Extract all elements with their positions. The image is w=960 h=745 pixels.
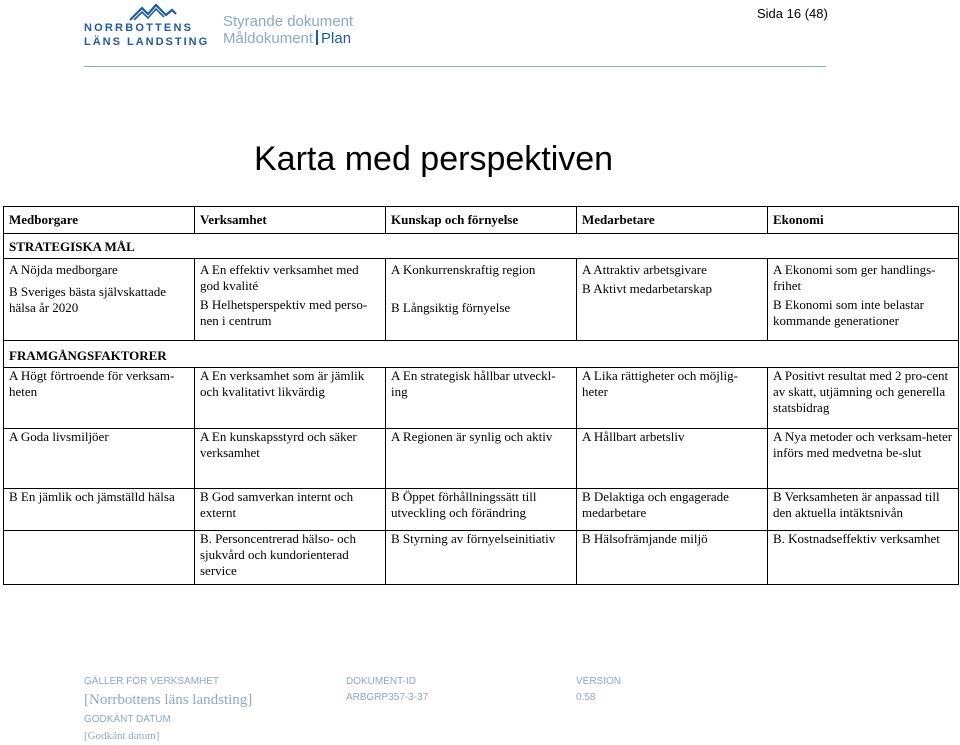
- factor-cell: B Delaktiga och engagerade medarbetare: [577, 489, 768, 531]
- factor-cell: B Hälsofrämjande miljö: [577, 531, 768, 585]
- footer-approved-value: [Godkänt datum]: [84, 730, 160, 742]
- factor-cell: A Goda livsmiljöer: [4, 429, 195, 489]
- logo-mark-icon: [128, 2, 178, 22]
- factor-cell: B. Personcentrerad hälso- och sjukvård och kundorienterad service: [195, 531, 386, 585]
- section-row: [4, 234, 959, 259]
- goal-cell: [195, 259, 386, 341]
- page-header: [0, 0, 960, 70]
- goal-b: B Sveriges bästa självskattade hälsa år 2020: [9, 284, 167, 315]
- page-title: Karta med perspektiven: [254, 140, 614, 178]
- goal-b: B Aktivt medarbetarskap: [582, 281, 712, 296]
- organization-logo: [84, 2, 210, 48]
- factor-cell: A En kunskapsstyrd och säker verksamhet: [195, 429, 386, 489]
- page-footer: [0, 670, 960, 745]
- footer-version-value: 0.58: [576, 692, 596, 703]
- factor-row: [4, 531, 959, 585]
- goal-b: B Långsiktig förnyelse: [391, 300, 511, 315]
- column-header: Medborgare: [4, 207, 195, 234]
- factor-row: [4, 368, 959, 429]
- document-type: Styrande dokument: [223, 13, 354, 30]
- logo-text-line1: NORRBOTTENS: [84, 22, 194, 34]
- footer-version-label: VERSION: [576, 676, 622, 687]
- goal-a: A Nöjda medborgare: [9, 262, 118, 277]
- factor-cell: A Lika rättigheter och möjlig-heter: [577, 368, 768, 429]
- factor-cell: [4, 531, 195, 585]
- column-header: Ekonomi: [768, 207, 959, 234]
- document-subtype: [223, 30, 351, 47]
- section-heading-goals: STRATEGISKA MÅL: [4, 234, 959, 259]
- factor-cell: A Högt förtroende för verksam-heten: [4, 368, 195, 429]
- factor-cell: B Öppet förhållningssätt till utveckling och förändring: [386, 489, 577, 531]
- column-header: Medarbetare: [577, 207, 768, 234]
- page-number: Sida 16 (48): [757, 6, 828, 21]
- goal-cell: [4, 259, 195, 341]
- factor-cell: B. Kostnadseffektiv verksamhet: [768, 531, 959, 585]
- goal-b: B Helhetsperspektiv med perso-nen i centrum: [200, 297, 368, 328]
- section-row: [4, 341, 959, 368]
- factor-cell: A En verksamhet som är jämlik och kvalitativt likvärdig: [195, 368, 386, 429]
- goal-a: A Konkurrenskraftig region: [391, 262, 536, 277]
- footer-docid-value: ARBGRP357-3-37: [346, 692, 429, 703]
- factor-cell: A En strategisk hållbar utveckl-ing: [386, 368, 577, 429]
- header-divider: [84, 66, 826, 67]
- document-subtype-left: Måldokument: [223, 30, 314, 47]
- goal-cell: [577, 259, 768, 341]
- footer-applies-value: [Norrbottens läns landsting]: [84, 692, 253, 708]
- goal-cell: [386, 259, 577, 341]
- table-header-row: [4, 207, 959, 234]
- footer-approved-label: GODKÄNT DATUM: [84, 714, 171, 725]
- factor-cell: A Hållbart arbetsliv: [577, 429, 768, 489]
- divider: [316, 30, 318, 45]
- document-subtype-right: Plan: [321, 30, 352, 47]
- goal-cell: [768, 259, 959, 341]
- footer-docid-label: DOKUMENT-ID: [346, 676, 416, 687]
- logo-text-line2: LÄNS LANDSTING: [84, 36, 210, 48]
- factor-cell: B Verksamheten är anpassad till den aktuella intäktsnivån: [768, 489, 959, 531]
- factor-cell: B Styrning av förnyelseinitiativ: [386, 531, 577, 585]
- goal-a: A En effektiv verksamhet med god kvalité: [200, 262, 359, 293]
- perspective-table: [3, 206, 959, 585]
- factor-row: [4, 489, 959, 531]
- goal-b: B Ekonomi som inte belastar kommande generationer: [773, 297, 924, 328]
- factor-cell: B En jämlik och jämställd hälsa: [4, 489, 195, 531]
- goal-a: A Attraktiv arbetsgivare: [582, 262, 707, 277]
- goal-a: A Ekonomi som ger handlings-frihet: [773, 262, 936, 293]
- factor-cell: A Nya metoder och verksam-heter införs med medvetna be-slut: [768, 429, 959, 489]
- factor-cell: A Positivt resultat med 2 pro-cent av skatt, utjämning och generella statsbidrag: [768, 368, 959, 429]
- factor-cell: A Regionen är synlig och aktiv: [386, 429, 577, 489]
- footer-applies-label: GÄLLER FÖR VERKSAMHET: [84, 676, 220, 687]
- goals-row: [4, 259, 959, 341]
- factor-row: [4, 429, 959, 489]
- factor-cell: B God samverkan internt och externt: [195, 489, 386, 531]
- section-heading-factors: FRAMGÅNGSFAKTORER: [4, 341, 959, 368]
- column-header: Kunskap och förnyelse: [386, 207, 577, 234]
- column-header: Verksamhet: [195, 207, 386, 234]
